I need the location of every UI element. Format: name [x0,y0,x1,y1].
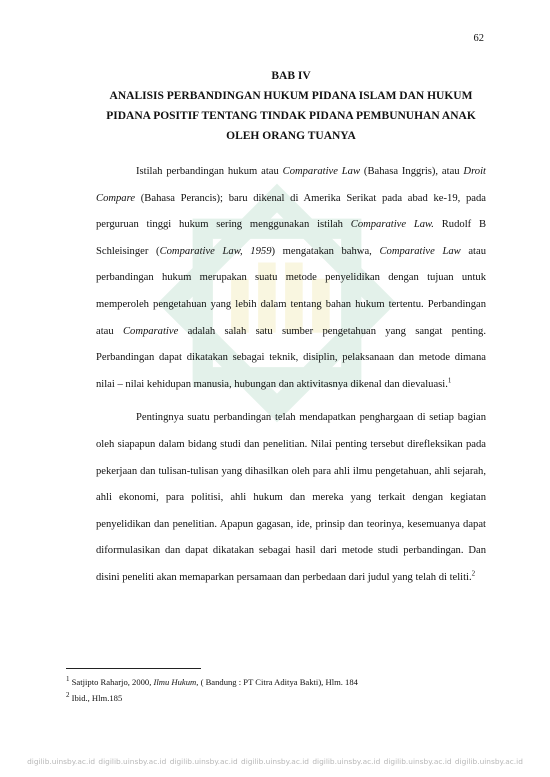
text-run: Rudolf B Schleisinger ( [96,219,487,257]
body-text [96,159,486,592]
repository-footer: digilib.uinsby.ac.id digilib.uinsby.ac.id digilib.uinsby.ac.id digilib.uinsby.ac.id digilib.uinsby.ac.id digilib.uinsby.ac.id digilib.uinsby.ac.id [27,757,523,766]
text-run: ) mengatakan bahwa, [271,245,380,257]
text-run: Pentingnya suatu perbandingan telah mendapatkan penghargaan di setiap bagian oleh siapapun dalam bidang studi dan penelitian. Nilai penting tersebut direfleksikan pada pekerjaan dan tulisan-tulisan yang dihasilkan oleh para ahli ilmu pengetahuan, ahli sejarah, ahli ekonomi, para politisi, ahli hukum dan mereka yang terkait dengan kegiatan penyelidikan dan penelitian. Apapun gagasan, ide, prinsip dan teorinya, kesemuanya dapat diformulasikan dan dapat dikatakan sebagai hasil dari metode studi perbandingan. Dan disini peneliti akan memaparkan persamaan dan perbedaan dari judul yang telah di teliti. [96,412,486,583]
italic-term: Comparative Law. [350,219,434,231]
italic-term: Comparative Law [379,245,461,257]
footnote-divider [66,668,201,669]
text-run: Istilah perbandingan hukum atau [136,166,283,177]
text-run: Ibid., Hlm.185 [69,693,123,703]
chapter-number: BAB IV [271,70,311,82]
text-run: Satjipto Raharjo, 2000, [69,677,154,687]
text-run: , ( Bandung : PT Citra Aditya Bakti), Hlm. 184 [196,677,358,687]
italic-term: Comparative Law [282,166,361,177]
paragraph-comparative-law [96,159,486,398]
footnote-1 [66,674,486,690]
italic-term: Comparative Law, 1959 [159,245,272,257]
paragraph-importance [96,405,486,591]
footnote-ref-2[interactable]: 2 [471,569,476,578]
page-number: 62 [473,33,484,44]
text-run: atau perbandingan hukum merupakan suatu metode penyelidikan dengan tujuan untuk memperoleh pengetahuan yang lebih dalam tentang bahan hukum tertentu. Perbandingan atau [96,245,487,337]
text-run: (Bahasa Inggris), atau [360,166,464,177]
chapter-heading [96,66,486,146]
footnotes [66,674,486,706]
text-run: adalah salah satu sumber pengetahuan yang sangat penting. Perbandingan dapat dikatakan sebagai teknik, disiplin, pelaksanaan dan metode dimana nilai – nilai kehidupan manusia, hubungan dan aktivitasnya dikenal dan dievaluasi. [96,325,486,390]
footnote-ref-1[interactable]: 1 [447,376,452,385]
chapter-title: ANALISIS PERBANDINGAN HUKUM PIDANA ISLAM DAN HUKUM PIDANA POSITIF TENTANG TINDAK PIDANA PEMBUNUHAN ANAK OLEH ORANG TUANYA [106,90,476,142]
italic-term: Ilmu Hukum [153,677,197,687]
footnote-number: 2 [66,691,70,700]
footnote-number: 1 [66,675,70,684]
text-run: (Bahasa Perancis); baru dikenal di Amerika Serikat pada abad ke-19, pada perguruan tinggi hukum sering menggunakan istilah [96,192,486,231]
italic-term: Comparative [122,325,179,337]
italic-term: Droit Compare [96,166,486,204]
footnote-2 [66,690,486,706]
